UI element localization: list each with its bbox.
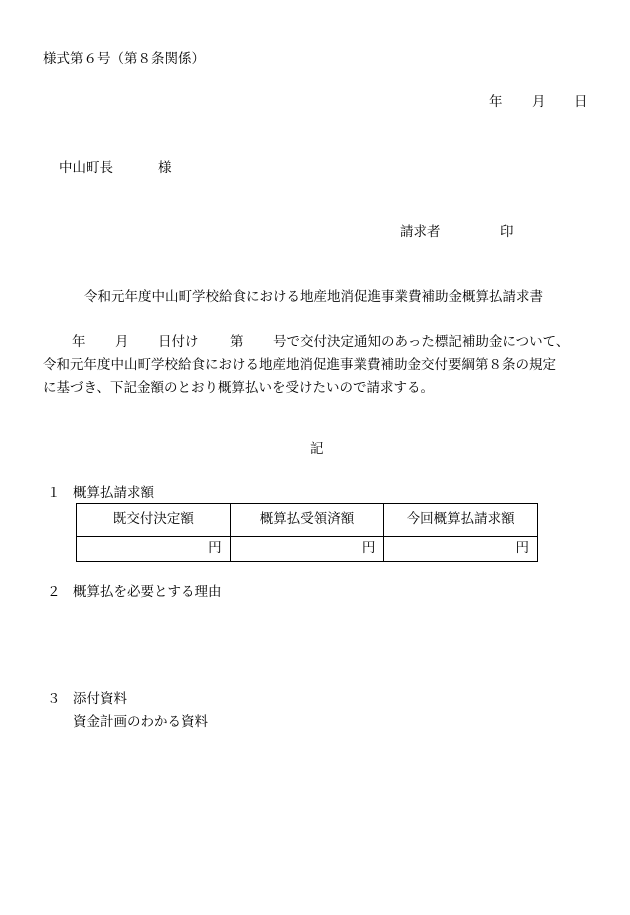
granted-amount-cell: 円	[77, 537, 231, 562]
body-line-3: に基づき、下記金額のとおり概算払いを受けたいので請求する。	[43, 380, 434, 396]
addressee-name: 中山町長	[59, 160, 113, 176]
date-month: 月	[532, 94, 546, 110]
body-number-prefix: 第	[230, 334, 244, 350]
ki-marker: 記	[310, 441, 324, 457]
requester-label: 請求者	[400, 224, 441, 240]
section-1-number: １	[47, 485, 61, 501]
section-2-heading: 概算払を必要とする理由	[73, 584, 222, 600]
body-line-1-rest: 号で交付決定通知のあった標記補助金について、	[273, 334, 570, 350]
received-amount-cell: 円	[230, 537, 384, 562]
table-row	[77, 537, 538, 562]
date-year: 年	[489, 94, 503, 110]
body-paragraph	[43, 331, 598, 400]
section-1-heading: 概算払請求額	[73, 485, 154, 501]
document-title: 令和元年度中山町学校給食における地産地消促進事業費補助金概算払請求書	[84, 289, 543, 305]
header-granted-amount: 既交付決定額	[77, 504, 231, 537]
amounts-table	[76, 503, 538, 562]
addressee-honorific: 様	[158, 160, 172, 176]
section-3-number: ３	[47, 691, 61, 707]
body-month: 月	[115, 334, 129, 350]
form-number: 様式第６号（第８条関係）	[43, 51, 205, 67]
body-year: 年	[72, 334, 86, 350]
seal-mark: 印	[500, 224, 514, 240]
body-line-1	[43, 331, 598, 354]
section-2-number: ２	[47, 584, 61, 600]
requested-amount-cell: 円	[384, 537, 538, 562]
attachment-item: 資金計画のわかる資料	[73, 714, 208, 730]
date-day: 日	[574, 94, 588, 110]
body-day-dated: 日付け	[158, 334, 199, 350]
body-line-2: 令和元年度中山町学校給食における地産地消促進事業費補助金交付要綱第８条の規定	[43, 357, 556, 373]
table-header-row	[77, 504, 538, 537]
section-3-heading: 添付資料	[73, 691, 127, 707]
header-received-amount: 概算払受領済額	[230, 504, 384, 537]
header-requested-amount: 今回概算払請求額	[384, 504, 538, 537]
